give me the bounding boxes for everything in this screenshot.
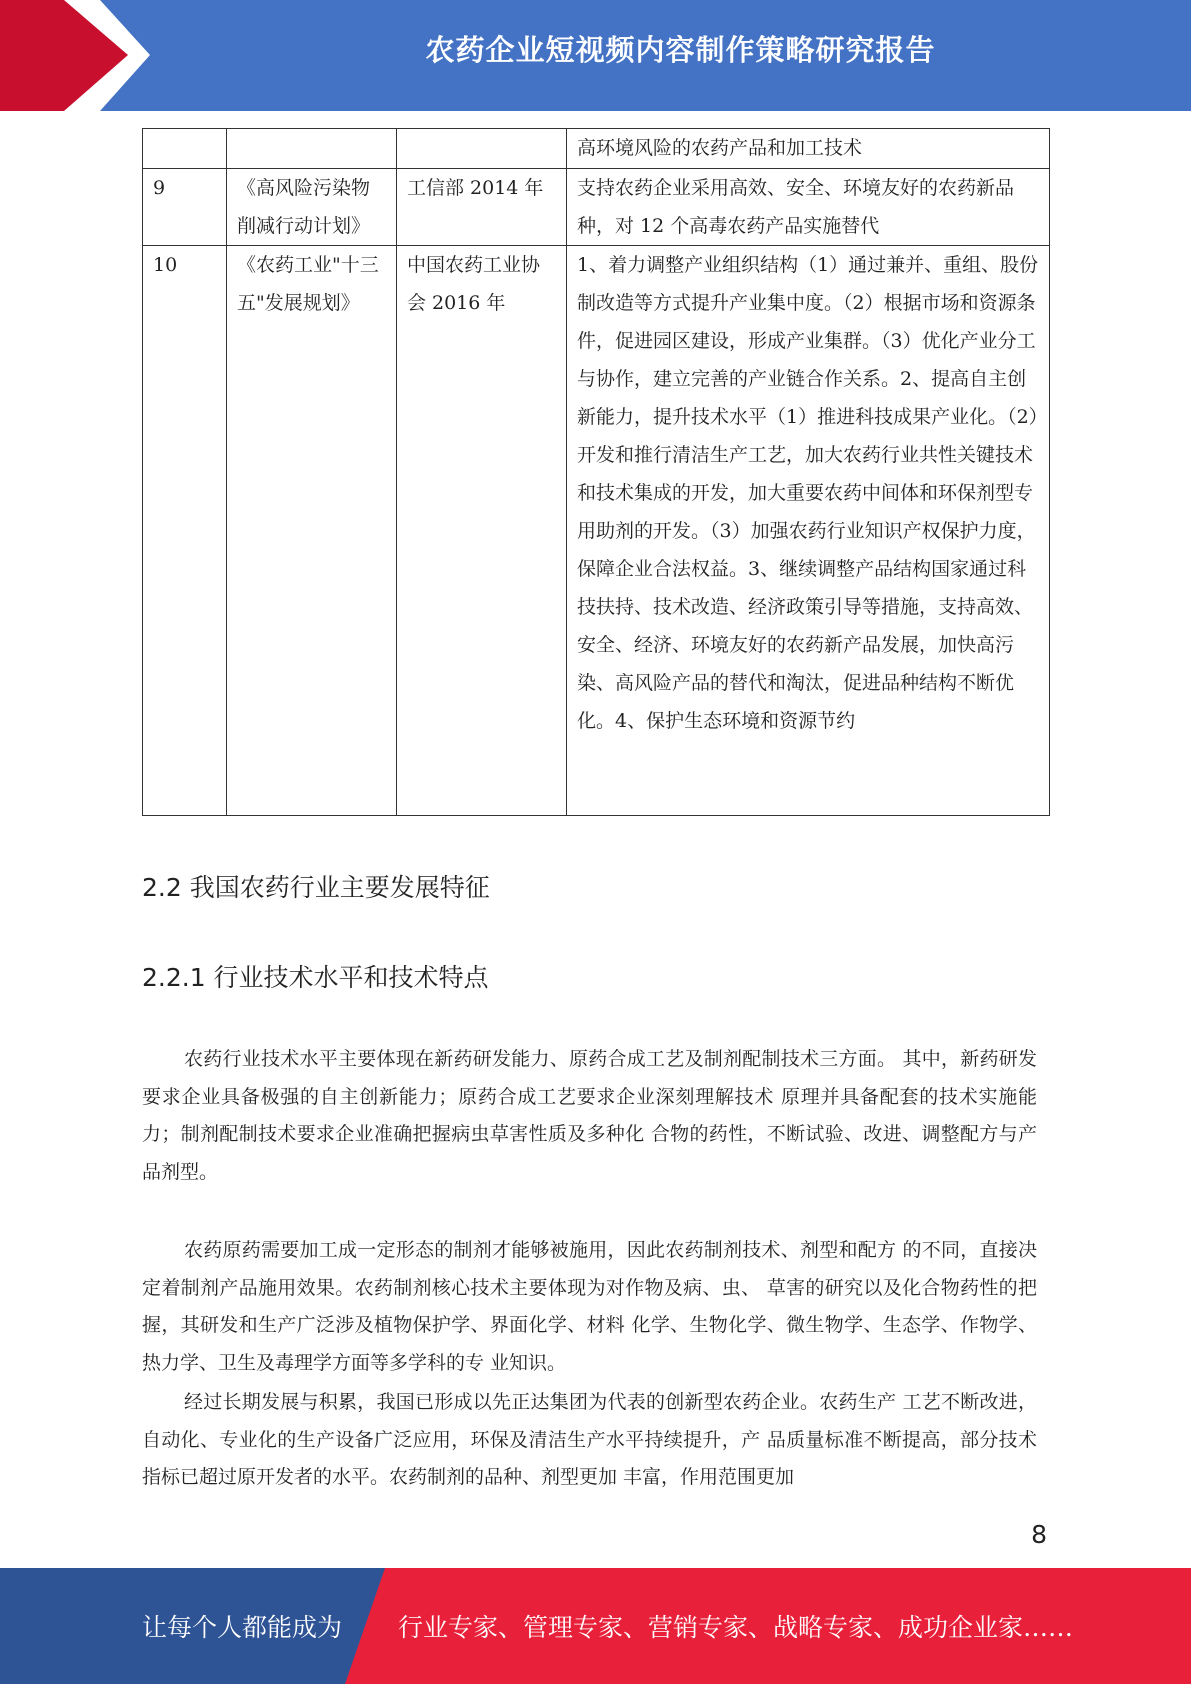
table-row	[143, 169, 1050, 246]
table-cell-issuer: 中国农药工业协会 2016 年	[397, 246, 567, 816]
table-cell-content: 1、着力调整产业组织结构（1）通过兼并、重组、股份制改造等方式提升产业集中度。（2）根据市场和资源条件，促进园区建设，形成产业集群。（3）优化产业分工与协作，建立完善的产业链合作关系。2、提高自主创新能力，提升技术水平（1）推进科技成果产业化。（2）开发和推行清洁生产工艺，加大农药行业共性关键技术和技术集成的开发，加大重要农药中间体和环保剂型专用助剂的开发。（3）加强农药行业知识产权保护力度，保障企业合法权益。3、继续调整产品结构国家通过科技扶持、技术改造、经济政策引导等措施，支持高效、安全、经济、环境友好的农药新产品发展，加快高污染、高风险产品的替代和淘汰，促进品种结构不断优化。4、保护生态环境和资源节约	[567, 246, 1050, 816]
table-cell-content: 高环境风险的农药产品和加工技术	[567, 129, 1050, 169]
section-heading: 2.2 我国农药行业主要发展特征	[142, 873, 490, 902]
page-number: 8	[1031, 1520, 1047, 1549]
header-arrow-decoration	[0, 0, 160, 111]
table-cell-issuer: 工信部 2014 年	[397, 169, 567, 246]
page-header	[0, 0, 1191, 111]
table-cell-name: 《高风险污染物削减行动计划》	[227, 169, 397, 246]
footer-slogan-left: 让每个人都能成为	[142, 1613, 343, 1642]
page-footer	[0, 1568, 1191, 1684]
table-row	[143, 246, 1050, 816]
footer-slogan-right: 行业专家、管理专家、营销专家、战略专家、成功企业家……	[398, 1613, 1074, 1642]
table-cell-no: 10	[143, 246, 227, 816]
body-paragraph: 经过长期发展与积累，我国已形成以先正达集团为代表的创新型农药企业。农药生产 工艺不断改进，自动化、专业化的生产设备广泛应用，环保及清洁生产水平持续提升，产 品质量标准不断提高，部分技术指标已超过原开发者的水平。农药制剂的品种、剂型更加 丰富，作用范围更加	[142, 1391, 1037, 1488]
table-cell-content: 支持农药企业采用高效、安全、环境友好的农药新品种，对 12 个高毒农药产品实施替代	[567, 169, 1050, 246]
table-cell-name	[227, 129, 397, 169]
table-cell-no	[143, 129, 227, 169]
table-row	[143, 129, 1050, 169]
table-cell-name: 《农药工业"十三五"发展规划》	[227, 246, 397, 816]
report-title: 农药企业短视频内容制作策略研究报告	[425, 33, 936, 67]
subsection-heading: 2.2.1 行业技术水平和技术特点	[142, 963, 489, 992]
policy-table	[142, 128, 1050, 816]
body-paragraph: 农药行业技术水平主要体现在新药研发能力、原药合成工艺及制剂配制技术三方面。 其中，新药研发要求企业具备极强的自主创新能力；原药合成工艺要求企业深刻理解技术 原理并具备配套的技术实施能力；制剂配制技术要求企业准确把握病虫草害性质及多种化 合物的药性，不断试验、改进、调整配方与产品剂型。	[142, 1048, 1037, 1183]
table-cell-no: 9	[143, 169, 227, 246]
body-paragraph: 农药原药需要加工成一定形态的制剂才能够被施用，因此农药制剂技术、剂型和配方 的不同，直接决定着制剂产品施用效果。农药制剂核心技术主要体现为对作物及病、虫、 草害的研究以及化合物药性的把握，其研发和生产广泛涉及植物保护学、界面化学、材料 化学、生物化学、微生物学、生态学、作物学、热力学、卫生及毒理学方面等多学科的专 业知识。	[142, 1239, 1037, 1374]
table-cell-issuer	[397, 129, 567, 169]
